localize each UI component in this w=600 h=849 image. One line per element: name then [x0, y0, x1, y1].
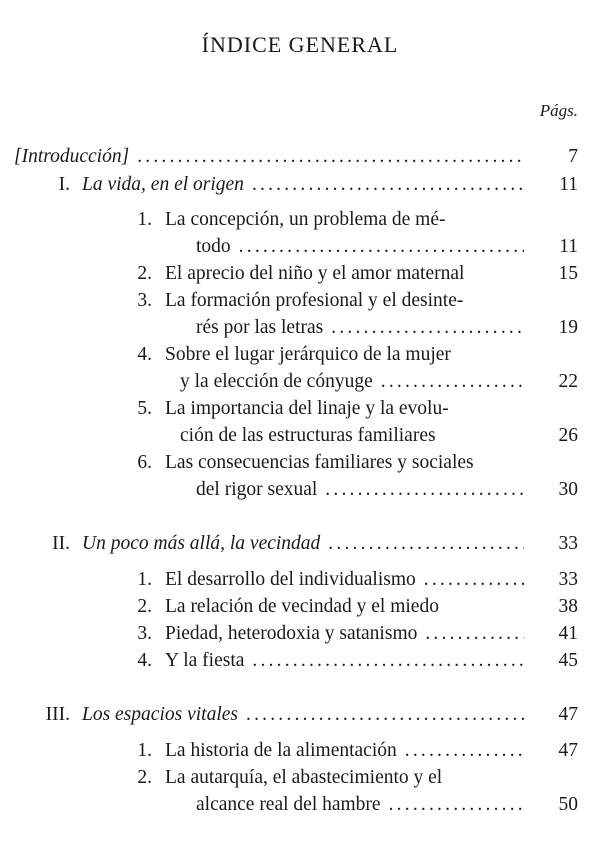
page-number: 47 — [558, 704, 578, 725]
dot-leader — [317, 477, 524, 503]
dot-leader — [397, 738, 524, 764]
page-number: 26 — [558, 425, 578, 446]
page-number: 19 — [558, 317, 578, 338]
toc-section-2-4[interactable] — [0, 648, 600, 674]
chapter-title: Los espacios vitales — [82, 704, 238, 725]
page-number: 11 — [559, 174, 578, 195]
section-title-line2: todo — [196, 236, 231, 257]
section-number: 5. — [137, 398, 152, 419]
section-number: 1. — [137, 209, 152, 230]
section-title-line2: del rigor sexual — [196, 479, 318, 500]
section-number: 1. — [137, 569, 152, 590]
section-title-line2: ción de las estructuras familiares — [180, 425, 436, 446]
page-number: 50 — [558, 794, 578, 815]
chapter-number: III. — [45, 704, 70, 725]
toc-section-1-5[interactable] — [0, 396, 600, 422]
toc-section-3-2-cont[interactable] — [0, 792, 600, 818]
toc-label: [Introducción] — [14, 146, 130, 167]
dot-leader — [244, 172, 524, 198]
toc-section-3-1[interactable] — [0, 738, 600, 764]
page-number: 11 — [559, 236, 578, 257]
toc-section-2-3[interactable] — [0, 621, 600, 647]
section-number: 2. — [137, 263, 152, 284]
toc-section-1-1[interactable] — [0, 207, 600, 233]
toc-chapter-3[interactable] — [0, 702, 600, 728]
chapter-title: Un poco más allá, la vecindad — [82, 533, 321, 554]
toc-section-1-5-cont[interactable] — [0, 423, 600, 449]
section-title-line1: La formación profesional y el desinte- — [165, 290, 464, 311]
dot-leader — [416, 567, 524, 593]
dot-leader — [231, 234, 524, 260]
page-number: 41 — [558, 623, 578, 644]
section-title-line1: El aprecio del niño y el amor maternal — [165, 263, 465, 284]
toc-section-2-2[interactable] — [0, 594, 600, 620]
section-title-line1: El desarrollo del individualismo — [165, 569, 416, 590]
toc-section-1-4-cont[interactable] — [0, 369, 600, 395]
section-title-line1: Las consecuencias familiares y sociales — [165, 452, 474, 473]
toc-section-2-1[interactable] — [0, 567, 600, 593]
dot-leader — [381, 792, 524, 818]
section-number: 1. — [137, 740, 152, 761]
dot-leader — [373, 369, 524, 395]
page-number: 22 — [558, 371, 578, 392]
toc-chapter-1[interactable] — [0, 172, 600, 198]
chapter-title: La vida, en el origen — [82, 174, 244, 195]
page-number: 7 — [568, 146, 578, 167]
section-title-line1: La concepción, un problema de mé- — [165, 209, 446, 230]
section-number: 3. — [137, 290, 152, 311]
toc-section-1-2[interactable] — [0, 261, 600, 287]
section-title-line2: rés por las letras — [196, 317, 324, 338]
section-number: 4. — [137, 650, 152, 671]
page-number: 33 — [558, 569, 578, 590]
page-number: 45 — [558, 650, 578, 671]
page-number: 33 — [558, 533, 578, 554]
section-title-line1: La autarquía, el abastecimiento y el — [165, 767, 443, 788]
pages-column-label: Págs. — [539, 101, 578, 120]
dot-leader — [323, 315, 524, 341]
chapter-number: II. — [52, 533, 70, 554]
toc-section-1-6[interactable] — [0, 450, 600, 476]
dot-leader — [244, 648, 524, 674]
section-number: 6. — [137, 452, 152, 473]
toc-section-3-2[interactable] — [0, 765, 600, 791]
page-number: 15 — [558, 263, 578, 284]
page-number: 38 — [558, 596, 578, 617]
section-title-line1: Sobre el lugar jerárquico de la mujer — [165, 344, 451, 365]
section-number: 2. — [137, 767, 152, 788]
section-title-line2: y la elección de cónyuge — [180, 371, 373, 392]
section-title-line1: La historia de la alimentación — [165, 740, 397, 761]
toc-section-1-4[interactable] — [0, 342, 600, 368]
toc-section-1-3[interactable] — [0, 288, 600, 314]
page-title: ÍNDICE GENERAL — [201, 32, 399, 57]
toc-section-1-3-cont[interactable] — [0, 315, 600, 341]
section-number: 3. — [137, 623, 152, 644]
page-number: 47 — [558, 740, 578, 761]
toc-entry-introduccion[interactable] — [0, 144, 600, 170]
dot-leader — [238, 702, 524, 728]
chapter-number: I. — [58, 174, 70, 195]
page-number: 30 — [558, 479, 578, 500]
dot-leader — [129, 144, 524, 170]
section-title-line2: alcance real del hambre — [196, 794, 381, 815]
section-title-line1: La relación de vecindad y el miedo — [165, 596, 439, 617]
section-title-line1: Piedad, heterodoxia y satanismo — [165, 623, 418, 644]
section-number: 2. — [137, 596, 152, 617]
toc-section-1-6-cont[interactable] — [0, 477, 600, 503]
toc-chapter-2[interactable] — [0, 531, 600, 557]
dot-leader — [320, 531, 524, 557]
dot-leader — [417, 621, 524, 647]
section-title-line1: Y la fiesta — [165, 650, 245, 671]
toc-section-1-1-cont[interactable] — [0, 234, 600, 260]
section-number: 4. — [137, 344, 152, 365]
section-title-line1: La importancia del linaje y la evolu- — [165, 398, 449, 419]
